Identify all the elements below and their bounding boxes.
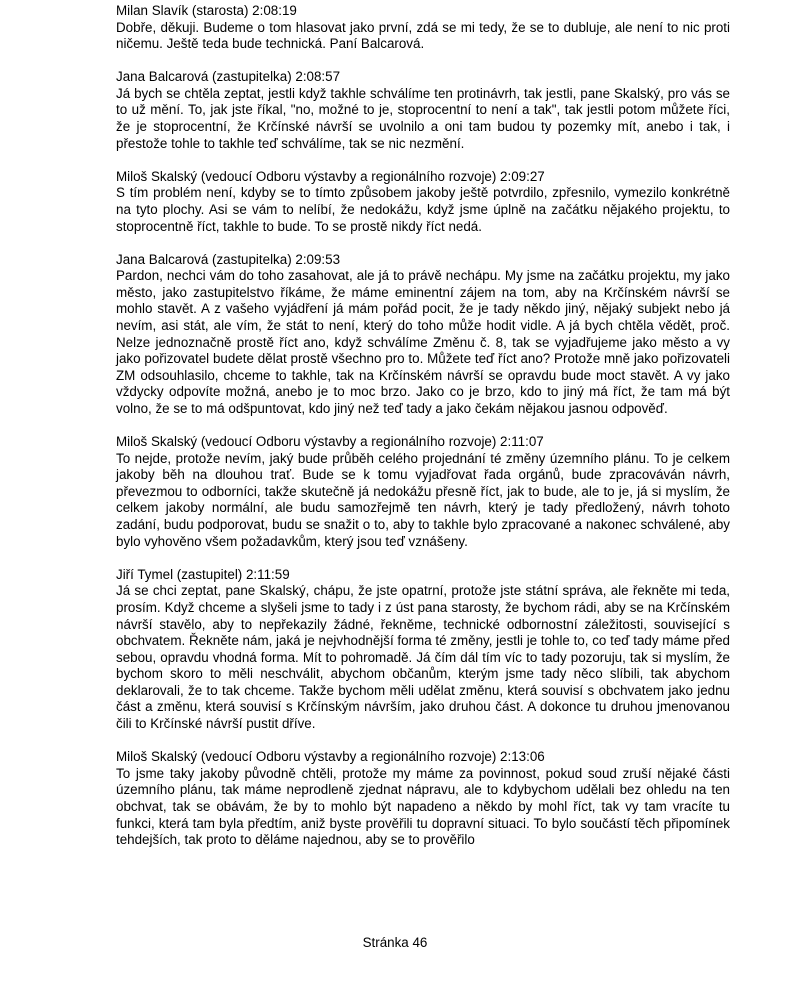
speech-block [116,3,730,53]
speech-text: To nejde, protože nevím, jaký bude průběh celého projednání té změny územního plánu. To je celkem jakoby běh na dlouhou trať. Bude se k tomu vyjadřovat řada orgánů, bude zpracováván návrh, převezmou to odborníci, takže skutečně já nedokážu přesně říct, jak to bude, ale to je, já si myslím, že celkem jakoby normální, ale budu samozřejmě ten návrh, který je tady předložený, návrh tohoto zadání, budu podporovat, budu se snažit o to, aby to takhle bylo zpracované a nakonec schválené, aby bylo vyhověno všem požadavkům, který jsou teď vznášeny. [116,450,730,549]
speech-text: To jsme taky jakoby původně chtěli, protože my máme za povinnost, pokud soud zruší nějaké části územního plánu, tak máme neprodleně zjednat nápravu, ale to kdybychom udělali bez ohledu na ten obchvat, tak se obávám, že by to mohlo být napadeno a někdo by mohl říct, tak vy tam vracíte tu funkci, která tam byla předtím, aniž byste prověřili tu dopravní situaci. To bylo součástí těch připomínek tehdejších, tak proto to děláme najednou, aby se to prověřilo [116,765,730,848]
speaker-heading: Miloš Skalský (vedoucí Odboru výstavby a regionálního rozvoje) 2:09:27 [116,168,545,184]
speech-block [116,567,730,733]
speech-text: S tím problém není, kdyby se to tímto způsobem jakoby ještě potvrdilo, zpřesnilo, vymezilo konkrétně na tyto plochy. Asi se vám to nelíbí, že nedokážu, když jsme úplně na začátku nějakého projektu, to stoprocentně říct, takhle to bude. To se prostě nikdy říct nedá. [116,185,730,234]
speech-text: Pardon, nechci vám do toho zasahovat, ale já to právě nechápu. My jsme na začátku projektu, my jako město, jako zastupitelstvo říkáme, že máme eminentní zájem na tom, aby na Krčínském návrší se mohlo stavět. A z vašeho vyjádření já mám pořád pocit, že je tady někdo jiný, nějaký subjekt nebo já nevím, asi stát, ale vím, že stát to není, který do toho může hodit vidle. A já bych chtěla vědět, proč. Nelze jednoznačně prostě říct ano, když schválíme Změnu č. 8, tak se vyjadřujeme jako město a vy jako pořizovatel budete dělat prostě všechno pro to. Můžete teď říct ano? Protože mně jako pořizovateli ZM odsouhlasilo, chceme to takhle, tak na Krčínském návrší se opravdu bude moct stavět. A vy jako vždycky odpovíte možná, anebo je to moc brzo. Jako co je brzo, kdo to jiný má říct, že tam má být volno, že se to má odšpuntovat, kdo jiný než teď tady a jako čekám nějakou jasnou odpověď. [116,268,730,416]
transcript-page [116,3,730,865]
speech-block [116,434,730,550]
speaker-heading: Milan Slavík (starosta) 2:08:19 [116,3,297,18]
page-number: Stránka 46 [362,935,428,950]
speech-block [116,169,730,235]
speech-block [116,749,730,849]
speech-block [116,69,730,152]
speech-block [116,252,730,418]
speaker-heading: Miloš Skalský (vedoucí Odboru výstavby a regionálního rozvoje) 2:11:07 [116,434,544,450]
speaker-heading: Jana Balcarová (zastupitelka) 2:09:53 [116,251,341,267]
speech-text: Já se chci zeptat, pane Skalský, chápu, že jste opatrní, protože jste státní správa, ale řekněte mi teda, prosím. Když chceme a slyšeli jsme to tady i z úst pana starosty, že bychom rádi, aby se na Krčínském návrší stavělo, aby to nepřekazily žádné, řekněme, technické odbornostní záležitosti, související s obchvatem. Řekněte nám, jaká je nejvhodnější forma té změny, jestli je tohle to, co teď tady máme před sebou, opravdu vhodná forma. Mít to pohromadě. Já čím dál tím víc to tady pozoruju, tak si myslím, že bychom skoro to měli neschválit, abychom občanům, kterým jsme tady něco slíbili, tak abychom deklarovali, že to tak chceme. Takže bychom měli udělat změnu, která souvisí s obchvatem jako jednu část a změnu, která souvisí s Krčínským návrším, jako druhou část. A dokonce tu druhou jmenovanou čili to Krčínské návrší pustit dříve. [116,583,730,732]
speaker-heading: Jana Balcarová (zastupitelka) 2:08:57 [116,69,341,85]
speaker-heading: Jiří Tymel (zastupitel) 2:11:59 [116,566,290,582]
speaker-heading: Miloš Skalský (vedoucí Odboru výstavby a regionálního rozvoje) 2:13:06 [116,749,545,765]
speech-text: Dobře, děkuji. Budeme o tom hlasovat jako první, zdá se mi tedy, že se to dubluje, ale není to nic proti ničemu. Ještě teda bude technická. Paní Balcarová. [116,19,730,52]
speech-text: Já bych se chtěla zeptat, jestli když takhle schválíme ten protinávrh, tak jestli, pane Skalský, pro vás se to už mění. To, jak jste říkal, "no, možné to je, stoprocentní to není a tak", tak jestli potom můžete říci, že je stoprocentní, že Krčínské návrší se uvolnilo a oni tam budou ty pozemky mít, anebo i tak, i přestože tohle to takhle teď schválíme, tak se nic nezmění. [116,85,730,151]
